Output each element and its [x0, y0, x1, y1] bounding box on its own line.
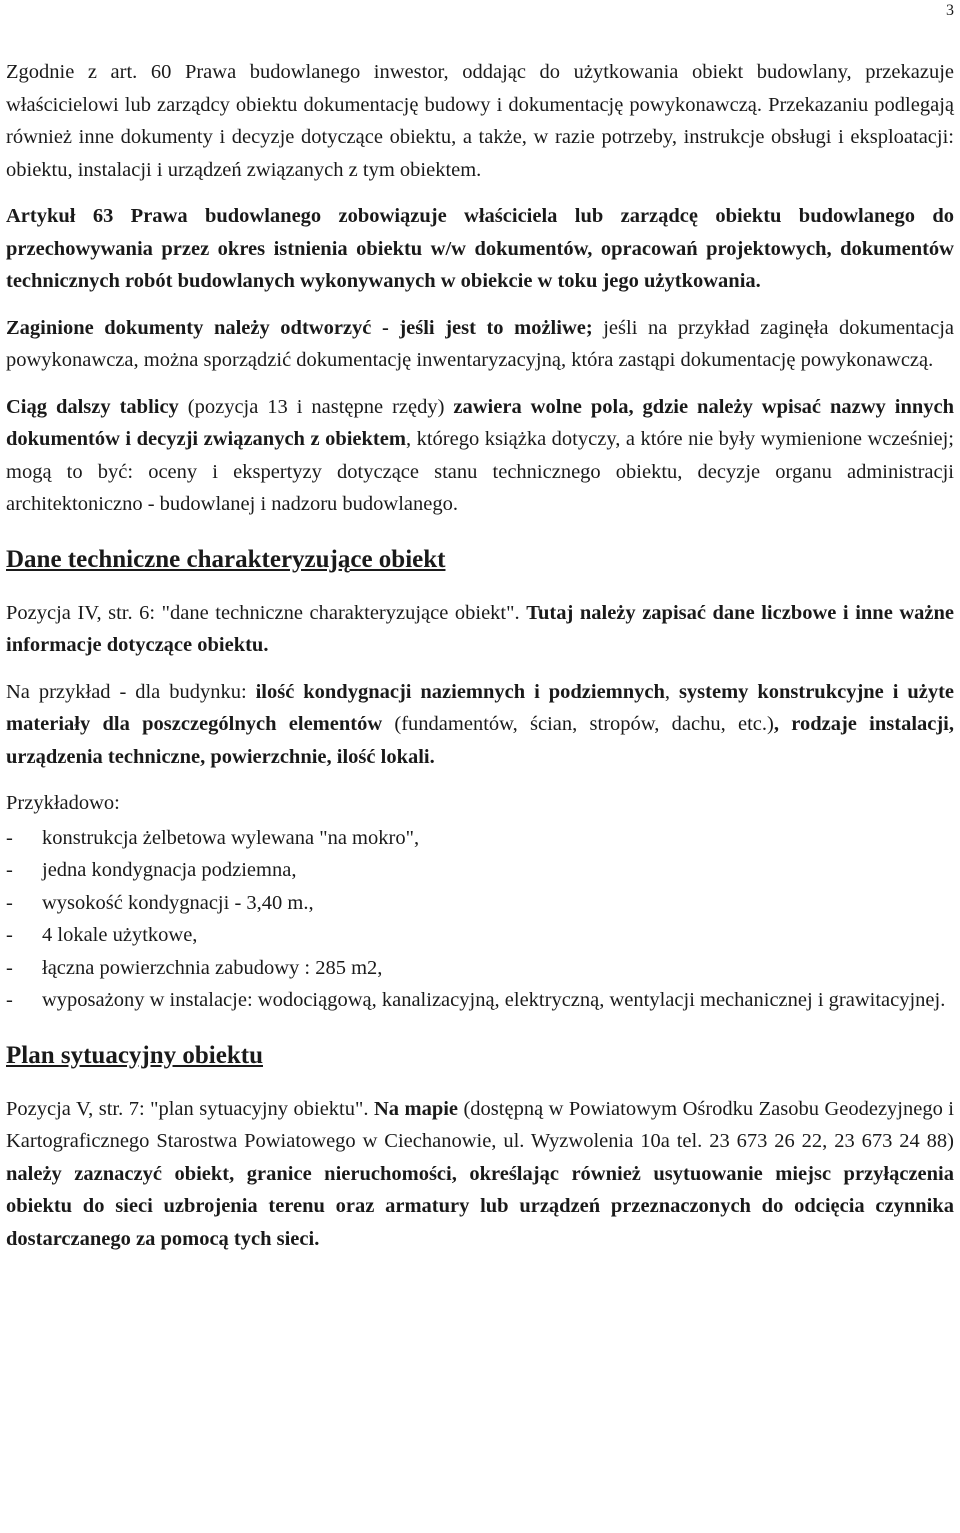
bold-text: Na mapie — [373, 1097, 459, 1120]
bold-text: Zaginione dokumenty należy odtworzyć - jeśli jest to możliwe; — [6, 316, 593, 339]
bold-text: zawiera wolne pola, gdzie należy wpisać nazwy innych dokumentów i decyzji związanych z obiektem — [6, 395, 954, 450]
text: , którego książka dotyczy, a które nie były wymienione wcześniej; mogą to być: oceny i ekspertyzy dotyczące stanu technicznego obiektu, decyzje organu administracji architektoniczno - budowlanej i nadzoru budowlanego. — [6, 428, 955, 515]
paragraph-table-continuation — [6, 391, 954, 521]
section-heading-technical-data: Dane techniczne charakteryzujące obiekt — [6, 545, 446, 573]
paragraph-position-iv — [6, 597, 954, 662]
section-heading-site-plan: Plan sytuacyjny obiektu — [6, 1041, 263, 1069]
list-marker: - — [6, 989, 13, 1011]
text: Pozycja IV, str. 6: "dane techniczne charakteryzujące obiekt". — [6, 601, 527, 624]
list-marker: - — [6, 891, 13, 914]
text: (fundamentów, ścian, stropów, dachu, etc.) — [382, 713, 774, 735]
list-item: - łączna powierzchnia zabudowy : 285 m2, — [6, 952, 954, 985]
text: , — [664, 680, 679, 703]
text: jeśli na przykład zaginęła dokumentacja powykonawcza, można sporządzić dokumentację inwentaryzacyjną, która zastąpi dokumentację powykonawczą. — [6, 316, 954, 371]
bold-text: , rodzaje instalacji, urządzenia techniczne, powierzchnie, ilość lokali. — [6, 713, 955, 768]
list-marker: - — [6, 956, 13, 979]
text: (dostępną w Powiatowym Ośrodku Zasobu Geodezyjnego i Kartograficznego Starostwa Powiatowego w Ciechanowie, ul. Wyzwolenia 10a tel. 23 673 26 22, 23 673 24 88) — [6, 1097, 955, 1152]
text: (pozycja 13 i następne rzędy) — [178, 395, 454, 418]
text: Pozycja V, str. 7: "plan sytuacyjny obiektu". — [6, 1097, 374, 1120]
list-marker: - — [6, 924, 13, 946]
paragraph-building-example — [6, 676, 954, 774]
list-item: - wyposażony w instalacje: wodociągową, kanalizacyjną, elektryczną, wentylacji mechanicznej i grawitacyjnej. — [6, 984, 954, 1017]
list-marker: - — [6, 826, 13, 849]
list-item: - konstrukcja żelbetowa wylewana "na mokro", — [6, 822, 954, 855]
page-number: 3 — [946, 2, 954, 19]
list-item: - 4 lokale użytkowe, — [6, 919, 954, 952]
paragraph-lost-documents — [6, 312, 954, 377]
paragraph-art-60: Zgodnie z art. 60 Prawa budowlanego inwestor, oddając do użytkowania obiekt budowlany, przekazuje właścicielowi lub zarządcy obiektu dokumentację budowy i dokumentację powykonawczą. Przekazaniu podlegają również inne dokumenty i decyzje dotyczące obiektu, a także, w razie potrzeby, instrukcje obsługi i eksploatacji: obiektu, instalacji i urządzeń związanych z tym obiektem. — [6, 61, 954, 181]
example-list — [6, 822, 954, 1017]
list-item: - wysokość kondygnacji - 3,40 m., — [6, 887, 954, 920]
bold-text: ilość kondygnacji naziemnych i podziemnych — [255, 680, 665, 703]
bold-text: należy zaznaczyć obiekt, granice nieruchomości, określając również usytuowanie miejsc przyłączenia obiektu do sieci uzbrojenia terenu oraz armatury lub urządzeń przeznaczonych do odcięcia czynnika dostarczanego za pomocą tych sieci. — [6, 1162, 954, 1250]
bold-text: Artykuł 63 Prawa budowlanego zobowiązuje właściciela lub zarządcę obiektu budowlanego do przechowywania przez okres istnienia obiektu w/w dokumentów, opracowań projektowych, dokumentów technicznych robót budowlanych wykonywanych w obiekcie w toku jego użytkowania. — [6, 205, 954, 292]
bold-text: Ciąg dalszy tablicy — [6, 395, 179, 418]
list-marker: - — [6, 859, 13, 881]
text: Na przykład - dla budynku: — [6, 680, 256, 703]
bold-text: Tutaj należy zapisać dane liczbowe i inne ważne informacje dotyczące obiektu. — [6, 601, 954, 656]
paragraph-position-v — [6, 1093, 954, 1256]
bold-text: systemy konstrukcyjne i użyte materiały dla poszczególnych elementów — [6, 680, 954, 735]
list-item: - jedna kondygnacja podziemna, — [6, 854, 954, 887]
paragraph-art-63 — [6, 200, 954, 298]
list-intro: Przykładowo: — [6, 792, 120, 814]
